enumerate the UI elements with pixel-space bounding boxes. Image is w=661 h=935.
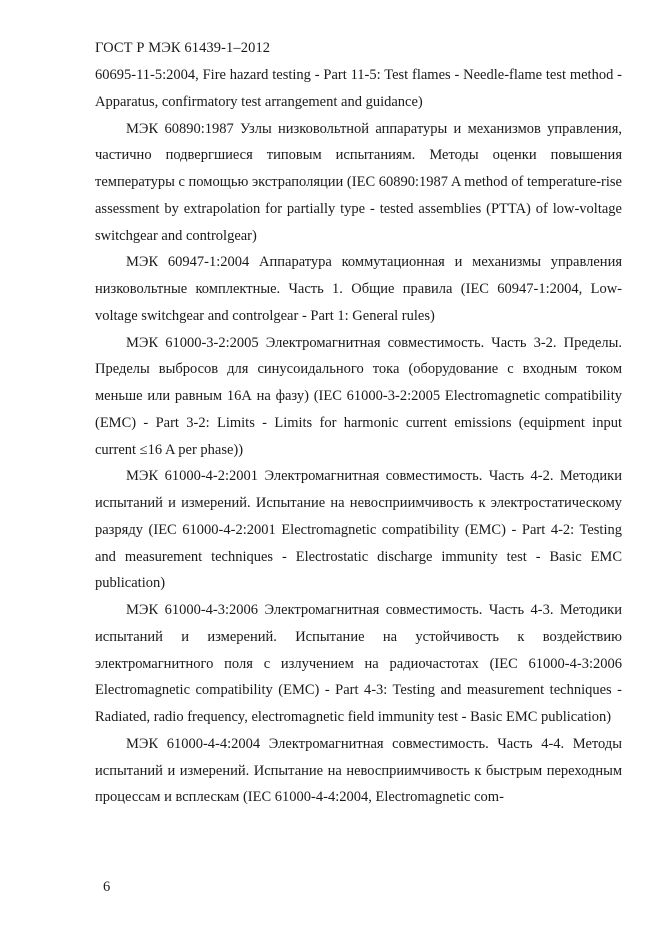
page-number: 6: [103, 879, 111, 895]
paragraph-iec-61000-4-4: МЭК 61000-4-4:2004 Электромагнитная совместимость. Часть 4-4. Методы испытаний и измерений. Испытание на невосприимчивость к быстрым переходным процессам и всплескам (IEC 61000-4-4:2004, Electromagnetic com-: [95, 735, 622, 806]
paragraph-iec-60890: МЭК 60890:1987 Узлы низковольтной аппаратуры и механизмов управления, частично подвергшиеся типовым испытаниям. Методы оценки повышения температуры с помощью экстраполяции (IEC 60890:1987 A method of temperature-rise assessment by extrapolation for partially type - tested assemblies (PTTA) of low-voltage switchgear and controlgear): [95, 120, 622, 244]
document-header: ГОСТ Р МЭК 61439-1–2012: [95, 40, 271, 56]
paragraph-iec-60947-1: МЭК 60947-1:2004 Аппаратура коммутационная и механизмы управления низковольтные комплектные. Часть 1. Общие правила (IEC 60947-1:2004, Low-voltage switchgear and controlgear - Part 1: General rules): [95, 254, 622, 324]
paragraph-continuation: 60695-11-5:2004, Fire hazard testing - Part 11-5: Test flames - Needle-flame test method - Apparatus, confirmatory test arrangement and guidance): [95, 67, 622, 110]
paragraph-iec-61000-3-2: МЭК 61000-3-2:2005 Электромагнитная совместимость. Часть 3-2. Пределы. Пределы выбросов для синусоидального тока (оборудование с входным током меньше или равным 16А на фазу) (IEC 61000-3-2:2005 Electromagnetic compatibility (EMC) - Part 3-2: Limits - Limits for harmonic current emissions (equipment input current ≤16 A per phase)): [95, 334, 622, 458]
paragraph-iec-61000-4-3: МЭК 61000-4-3:2006 Электромагнитная совместимость. Часть 4-3. Методики испытаний и измерений. Испытание на устойчивость к воздействию электромагнитного поля с излучением на радиочастотах (IEC 61000-4-3:2006 Electromagnetic compatibility (EMC) - Part 4-3: Testing and measurement techniques - Radiated, radio frequency, electromagnetic field immunity test - Basic EMC publication): [95, 602, 622, 725]
document-body: [95, 62, 622, 811]
paragraph-iec-61000-4-2: МЭК 61000-4-2:2001 Электромагнитная совместимость. Часть 4-2. Методики испытаний и измерений. Испытание на невосприимчивость к электростатическому разряду (IEC 61000-4-2:2001 Electromagnetic compatibility (EMC) - Part 4-2: Testing and measurement techniques - Electrostatic discharge immunity test - Basic EMC publication): [95, 468, 622, 592]
